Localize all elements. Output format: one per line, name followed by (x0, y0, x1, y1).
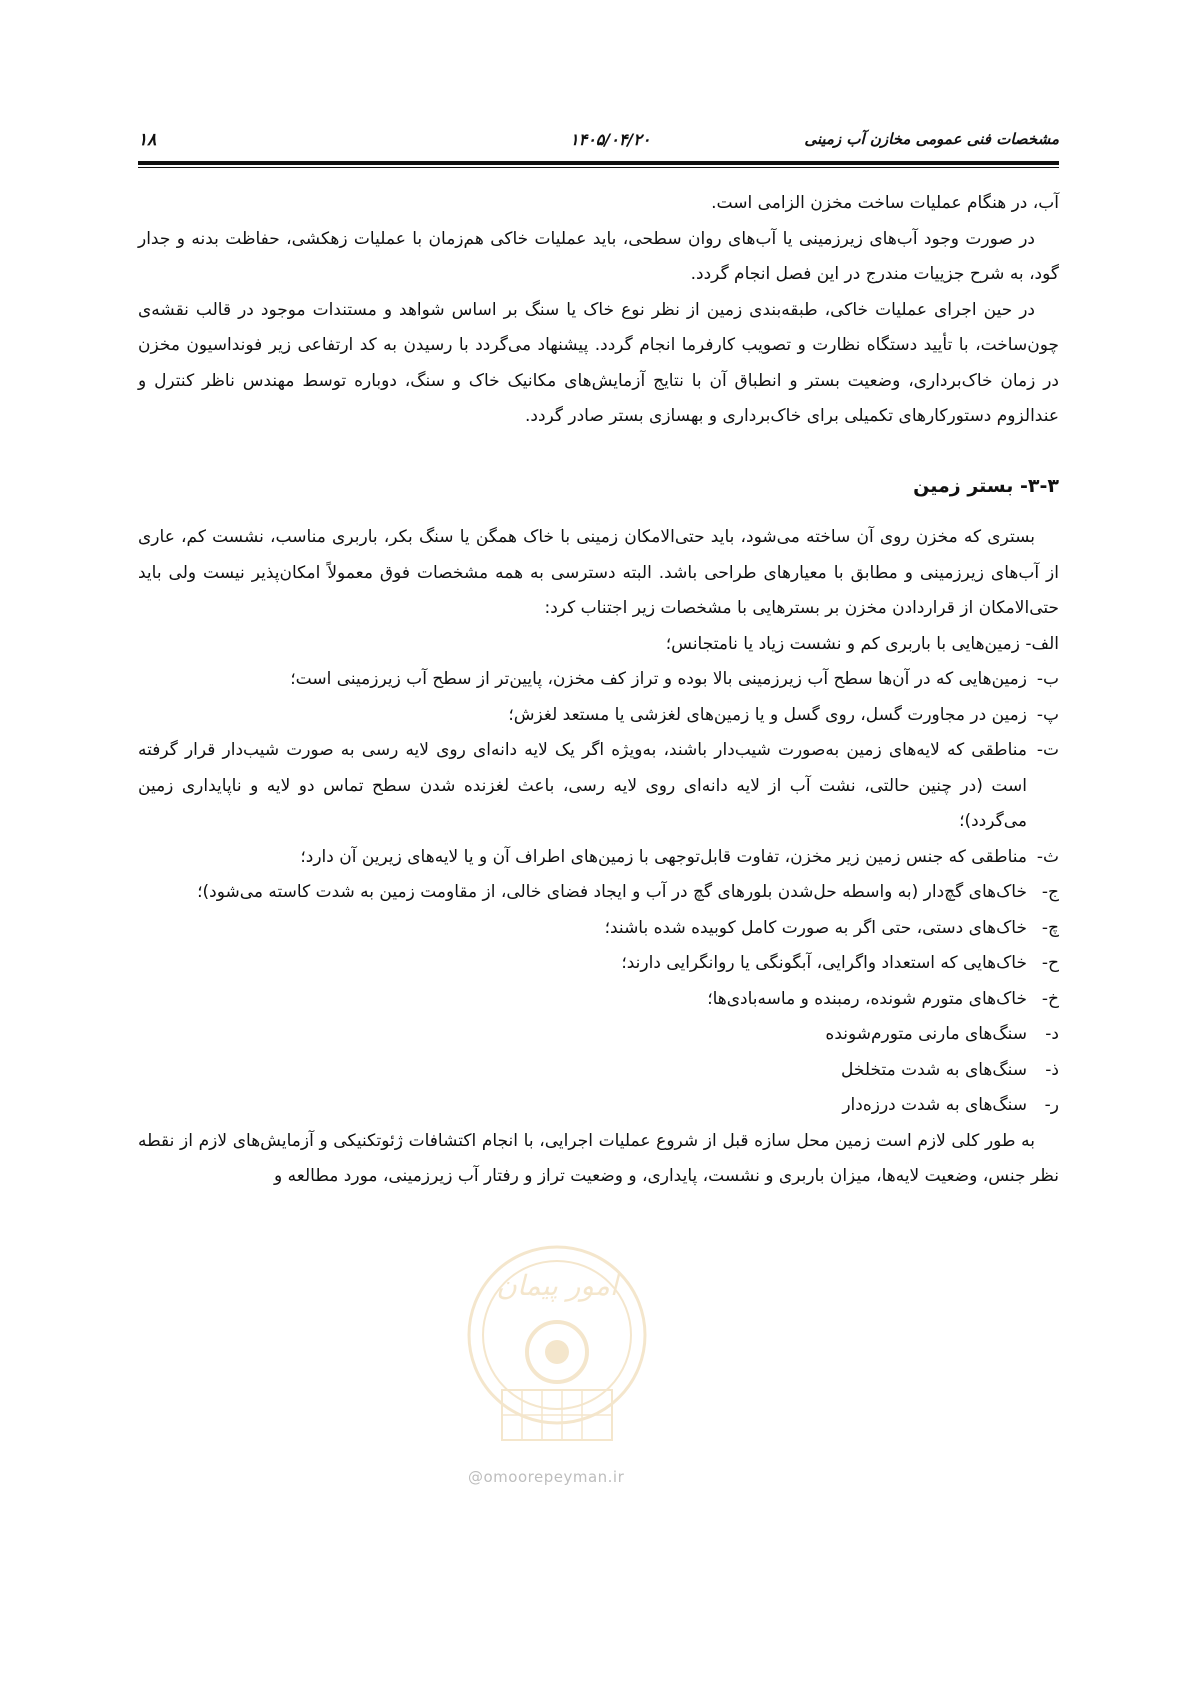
page-body (138, 186, 1059, 1195)
list-item (138, 911, 1059, 947)
list-marker: الف- (1025, 633, 1059, 654)
watermark-text: امور پیمان (496, 1269, 618, 1302)
watermark-url: @omoorepeyman.ir (468, 1468, 625, 1486)
section-intro: بستری که مخزن روی آن ساخته می‌شود، باید حتی‌الامکان زمینی با خاک همگن یا سنگ بکر، باربری مناسب، نشست کم، عاری از آب‌های زیرزمینی و مطابق با معیارهای طراحی باشد. البته دسترسی به همه مشخصات فوق معمولاً امکان‌پذیر نیست ولی باید حتی‌الامکان از قراردادن مخزن بر بسترهایی با مشخصات زیر اجتناب کرد: (138, 527, 1059, 618)
list-marker: خ- (1041, 988, 1059, 1009)
list-item (138, 662, 1059, 698)
list-item (138, 733, 1059, 840)
section-heading (138, 469, 1059, 505)
list-marker: ذ- (1045, 1059, 1059, 1080)
list-text: زمین‌هایی که در آن‌ها سطح آب زیرزمینی بالا بوده و تراز کف مخزن، پایین‌تر از سطح آب زیرزمینی است؛ (290, 669, 1027, 689)
list-text: سنگ‌های مارنی متورم‌شونده (825, 1024, 1027, 1044)
list-marker: ر- (1044, 1095, 1059, 1115)
header-rule-thick (138, 161, 1059, 165)
header-rule-thin (138, 167, 1059, 168)
unsuitable-bed-list (138, 627, 1059, 1124)
list-marker: پ- (1036, 704, 1059, 725)
section-number: ۳-۳- (1020, 474, 1059, 497)
paragraph-continued: آب، در هنگام عملیات ساخت مخزن الزامی است. (711, 193, 1059, 213)
list-text: زمین در مجاورت گسل، روی گسل و یا زمین‌های لغزشی یا مستعد لغزش؛ (508, 704, 1027, 725)
list-item (138, 946, 1059, 982)
list-item (138, 1088, 1059, 1124)
list-text: خاک‌هایی که استعداد واگرایی، آبگونگی یا روانگرایی دارند؛ (621, 953, 1027, 973)
list-text: مناطقی که لایه‌های زمین به‌صورت شیب‌دار باشند، به‌ویژه اگر یک لایه دانه‌ای روی لایه رسی به صورت شیب‌دار قرار گرفته است (در چنین حالتی، نشت آب از لایه دانه‌ای روی لایه رسی، باعث لغزنده شدن سطح تماس دو لایه و ناپایداری زمین می‌گردد)؛ (138, 740, 1027, 831)
page-number: ۱۸ (138, 130, 157, 150)
list-marker: ج- (1041, 882, 1059, 902)
list-text: زمین‌هایی با باربری کم و نشست زیاد یا نامتجانس؛ (665, 633, 1020, 654)
list-text: سنگ‌های به شدت درزه‌دار (842, 1095, 1027, 1115)
list-marker: ت- (1036, 740, 1059, 760)
list-text: خاک‌های دستی، حتی اگر به صورت کامل کوبیده شده باشند؛ (604, 917, 1027, 938)
document-date: ۱۴۰۵/۰۴/۲۰ (570, 130, 651, 149)
list-item (138, 698, 1059, 734)
list-item (138, 875, 1059, 911)
section-title: بستر زمین (913, 474, 1014, 497)
list-item (138, 1017, 1059, 1053)
paragraph-groundwater: در صورت وجود آب‌های زیرزمینی یا آب‌های روان سطحی، باید عملیات خاکی هم‌زمان با عملیات زهکشی، حفاظت بدنه و جدار گود، به شرح جزییات مندرج در این فصل انجام گردد. (138, 228, 1059, 284)
list-text: سنگ‌های به شدت متخلخل (841, 1059, 1027, 1080)
document-title: مشخصات فنی عمومی مخازن آب زمینی (804, 130, 1059, 148)
paragraph-classification: در حین اجرای عملیات خاکی، طبقه‌بندی زمین از نظر نوع خاک یا سنگ بر اساس شواهد و مستندات موجود در قالب نقشه‌ی چون‌ساخت، با تأیید دستگاه نظارت و تصویب کارفرما انجام گردد. پیشنهاد می‌گردد با رسیدن به کد ارتفاعی زیر فونداسیون مخزن در زمان خاک‌برداری، وضعیت بستر و انطباق آن با نتایج آزمایش‌های مکانیک خاک و سنگ، دوباره توسط مهندس ناظر کنترل و عندالزوم دستورکارهای تکمیلی برای خاک‌برداری و بهسازی بستر صادر گردد. (138, 299, 1059, 426)
list-marker: ح- (1041, 953, 1059, 973)
list-marker: د- (1045, 1024, 1059, 1044)
page-header (138, 128, 1059, 158)
list-text: خاک‌های متورم شونده، رمبنده و ماسه‌بادی‌ها؛ (707, 988, 1027, 1009)
closing-paragraph: به طور کلی لازم است زمین محل سازه قبل از شروع عملیات اجرایی، با انجام اکتشافات ژئوتکنیکی و آزمایش‌های لازم از نقطه نظر جنس، وضعیت لایه‌ها، میزان باربری و نشست، پایداری، و وضعیت تراز و رفتار آب زیرزمینی، مورد مطالعه و (138, 1130, 1059, 1186)
list-text: مناطقی که جنس زمین زیر مخزن، تفاوت قابل‌توجهی با زمین‌های اطراف آن و یا لایه‌های زیرین آن دارد؛ (300, 846, 1027, 867)
list-marker: چ- (1041, 917, 1059, 938)
list-item (138, 840, 1059, 876)
list-marker: ب- (1036, 669, 1059, 689)
list-item (138, 1053, 1059, 1089)
list-item (138, 627, 1059, 663)
list-marker: ث- (1036, 846, 1059, 867)
list-text: خاک‌های گچ‌دار (به واسطه حل‌شدن بلورهای گچ در آب و ایجاد فضای خالی، از مقاومت زمین به شدت کاسته می‌شود)؛ (197, 882, 1027, 902)
watermark-seal-icon (462, 1240, 652, 1470)
list-item (138, 982, 1059, 1018)
